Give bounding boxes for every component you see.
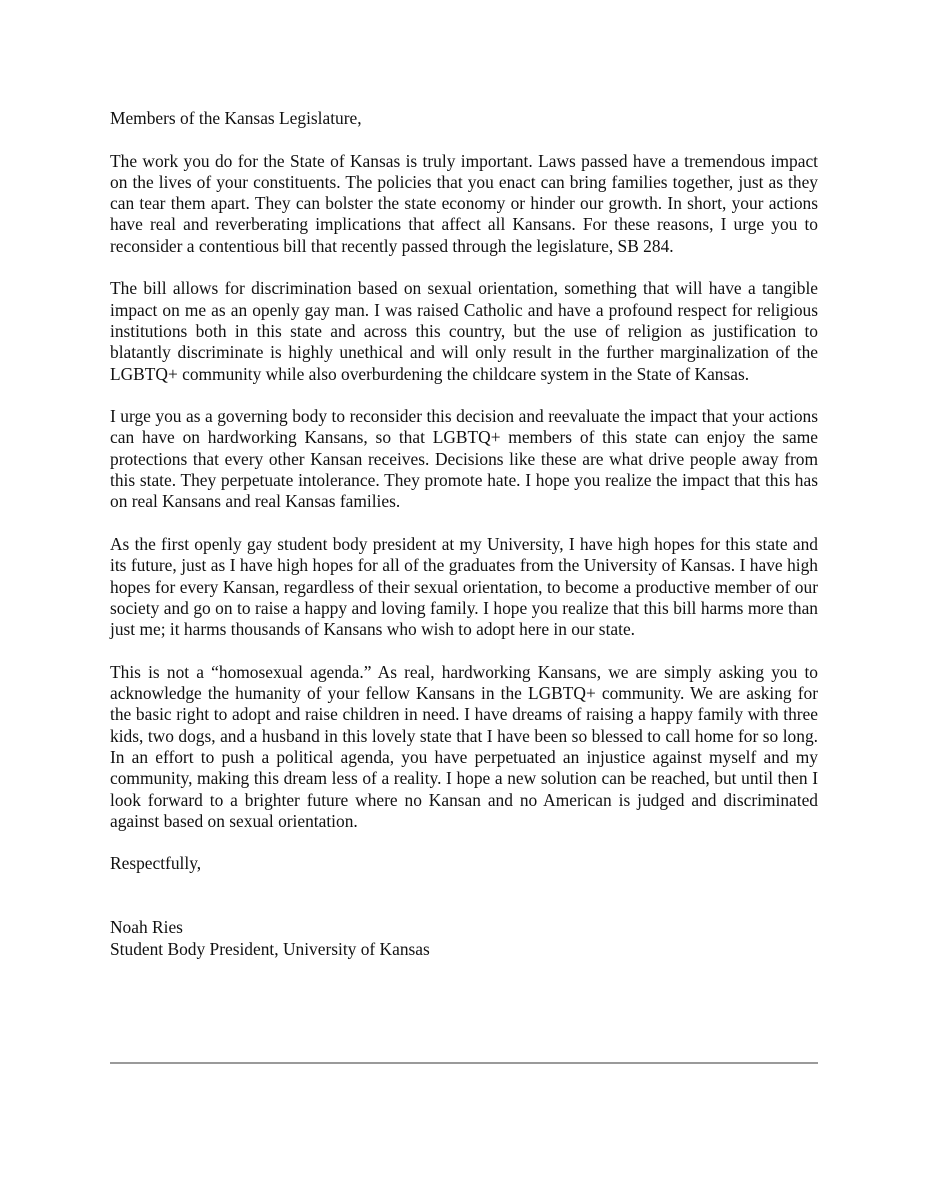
signature-title: Student Body President, University of Kansas [110, 938, 430, 959]
footer-divider [110, 1062, 818, 1064]
paragraph-1: The work you do for the State of Kansas is truly important. Laws passed have a tremendous impact on the lives of your constituents. The policies that you enact can bring families together, just as they can tear them apart. They can bolster the state economy or hinder our growth. In short, your actions have real and reverberating implications that affect all Kansans. For these reasons, I urge you to reconsider a contentious bill that recently passed through the legislature, SB 284. [110, 150, 818, 256]
closing: Respectfully, [110, 853, 202, 874]
signature-block [110, 917, 818, 960]
signature-name: Noah Ries [110, 917, 183, 938]
paragraph-2: The bill allows for discrimination based on sexual orientation, something that will have a tangible impact on me as an openly gay man. I was raised Catholic and have a profound respect for religious institutions both in this state and across this country, but the use of religion as justification to blatantly discriminate is highly unethical and will only result in the further marginalization of the LGBTQ+ community while also overburdening the childcare system in the State of Kansas. [110, 278, 818, 384]
paragraph-5: This is not a “homosexual agenda.” As real, hardworking Kansans, we are simply asking you to acknowledge the humanity of your fellow Kansans in the LGBTQ+ community. We are asking for the basic right to adopt and raise children in need. I have dreams of raising a happy family with three kids, two dogs, and a husband in this lovely state that I have been so blessed to call home for so long. In an effort to push a political agenda, you have perpetuated an injustice against myself and my community, making this dream less of a reality. I hope a new solution can be reached, but until then I look forward to a brighter future where no Kansan and no American is judged and discriminated against based on sexual orientation. [110, 661, 818, 831]
paragraph-3: I urge you as a governing body to reconsider this decision and reevaluate the impact that your actions can have on hardworking Kansans, so that LGBTQ+ members of this state can enjoy the same protections that every other Kansan receives. Decisions like these are what drive people away from this state. They perpetuate intolerance. They promote hate. I hope you realize the impact that this has on real Kansans and real Kansas families. [110, 406, 818, 512]
paragraph-4: As the first openly gay student body president at my University, I have high hopes for this state and its future, just as I have high hopes for all of the graduates from the University of Kansas. I have high hopes for every Kansan, regardless of their sexual orientation, to become a productive member of our society and go on to raise a happy and loving family. I hope you realize that this bill harms more than just me; it harms thousands of Kansans who wish to adopt here in our state. [110, 533, 818, 640]
salutation: Members of the Kansas Legislature, [110, 108, 362, 128]
letter-body [110, 108, 818, 960]
